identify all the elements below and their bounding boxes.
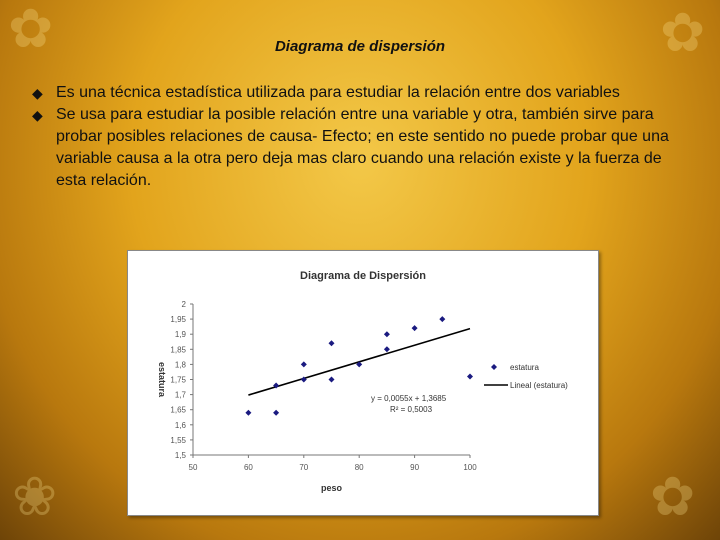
- y-axis-label: estatura: [157, 361, 167, 398]
- diamond-bullet-icon: ◆: [32, 107, 43, 123]
- chart-frame: [127, 250, 599, 516]
- y-tick-label: 1,55: [170, 435, 186, 445]
- flower-decoration: ✿: [8, 0, 54, 59]
- slide-title: Diagrama de dispersión: [274, 38, 446, 55]
- data-point: [439, 316, 445, 322]
- y-tick-label: 1,8: [174, 360, 186, 370]
- bullet-item: [32, 82, 672, 104]
- bullet-list: [32, 82, 672, 192]
- chart-title: Diagrama de Dispersión: [300, 270, 426, 282]
- y-tick-label: 1,75: [170, 375, 186, 385]
- bullet-text: Es una técnica estadística utilizada para estudiar la relación entre dos variables: [56, 84, 620, 101]
- bullet-item: [32, 104, 672, 192]
- equation-label: y = 0,0055x + 1,3685: [371, 394, 447, 403]
- x-tick-label: 90: [410, 463, 420, 472]
- x-tick-label: 70: [299, 463, 309, 472]
- x-tick-label: 100: [463, 463, 477, 472]
- x-tick-label: 80: [354, 463, 364, 472]
- data-point: [467, 373, 473, 379]
- scatter-chart: [128, 251, 598, 515]
- r-squared-label: R² = 0,5003: [390, 405, 433, 414]
- legend-marker: [491, 364, 497, 370]
- flower-decoration: ✿: [650, 467, 696, 527]
- diamond-bullet-icon: ◆: [32, 85, 43, 101]
- data-point: [245, 410, 251, 416]
- x-tick-label: 60: [243, 463, 253, 472]
- flower-decoration: ❀: [12, 467, 58, 527]
- x-axis-label: peso: [320, 483, 343, 493]
- data-point: [412, 325, 418, 331]
- y-tick-label: 1,5: [174, 451, 186, 460]
- y-tick-label: 1,6: [174, 420, 186, 430]
- x-tick-label: 50: [188, 463, 198, 472]
- data-point: [273, 410, 279, 416]
- data-point: [329, 377, 335, 383]
- y-tick-label: 1,95: [170, 315, 186, 325]
- y-tick-label: 1,9: [174, 330, 186, 340]
- data-point: [329, 340, 335, 346]
- legend-label: Lineal (estatura): [510, 381, 568, 390]
- legend-label: estatura: [510, 363, 539, 372]
- y-tick-label: 1,65: [170, 405, 186, 415]
- data-point: [384, 346, 390, 352]
- flower-decoration: ✿: [660, 3, 706, 63]
- bullet-text: Se usa para estudiar la posible relación entre una variable y otra, también sirve para probar posibles relaciones de causa- Efecto; en este sentido no puede probar que una variable causa a la otra pero deja mas claro cuando una relación existe y la fuerza de esta relación.: [56, 106, 669, 189]
- y-tick-label: 2: [181, 300, 186, 309]
- data-point: [384, 331, 390, 337]
- y-tick-label: 1,85: [170, 345, 186, 355]
- y-tick-label: 1,7: [174, 390, 186, 400]
- data-point: [301, 361, 307, 367]
